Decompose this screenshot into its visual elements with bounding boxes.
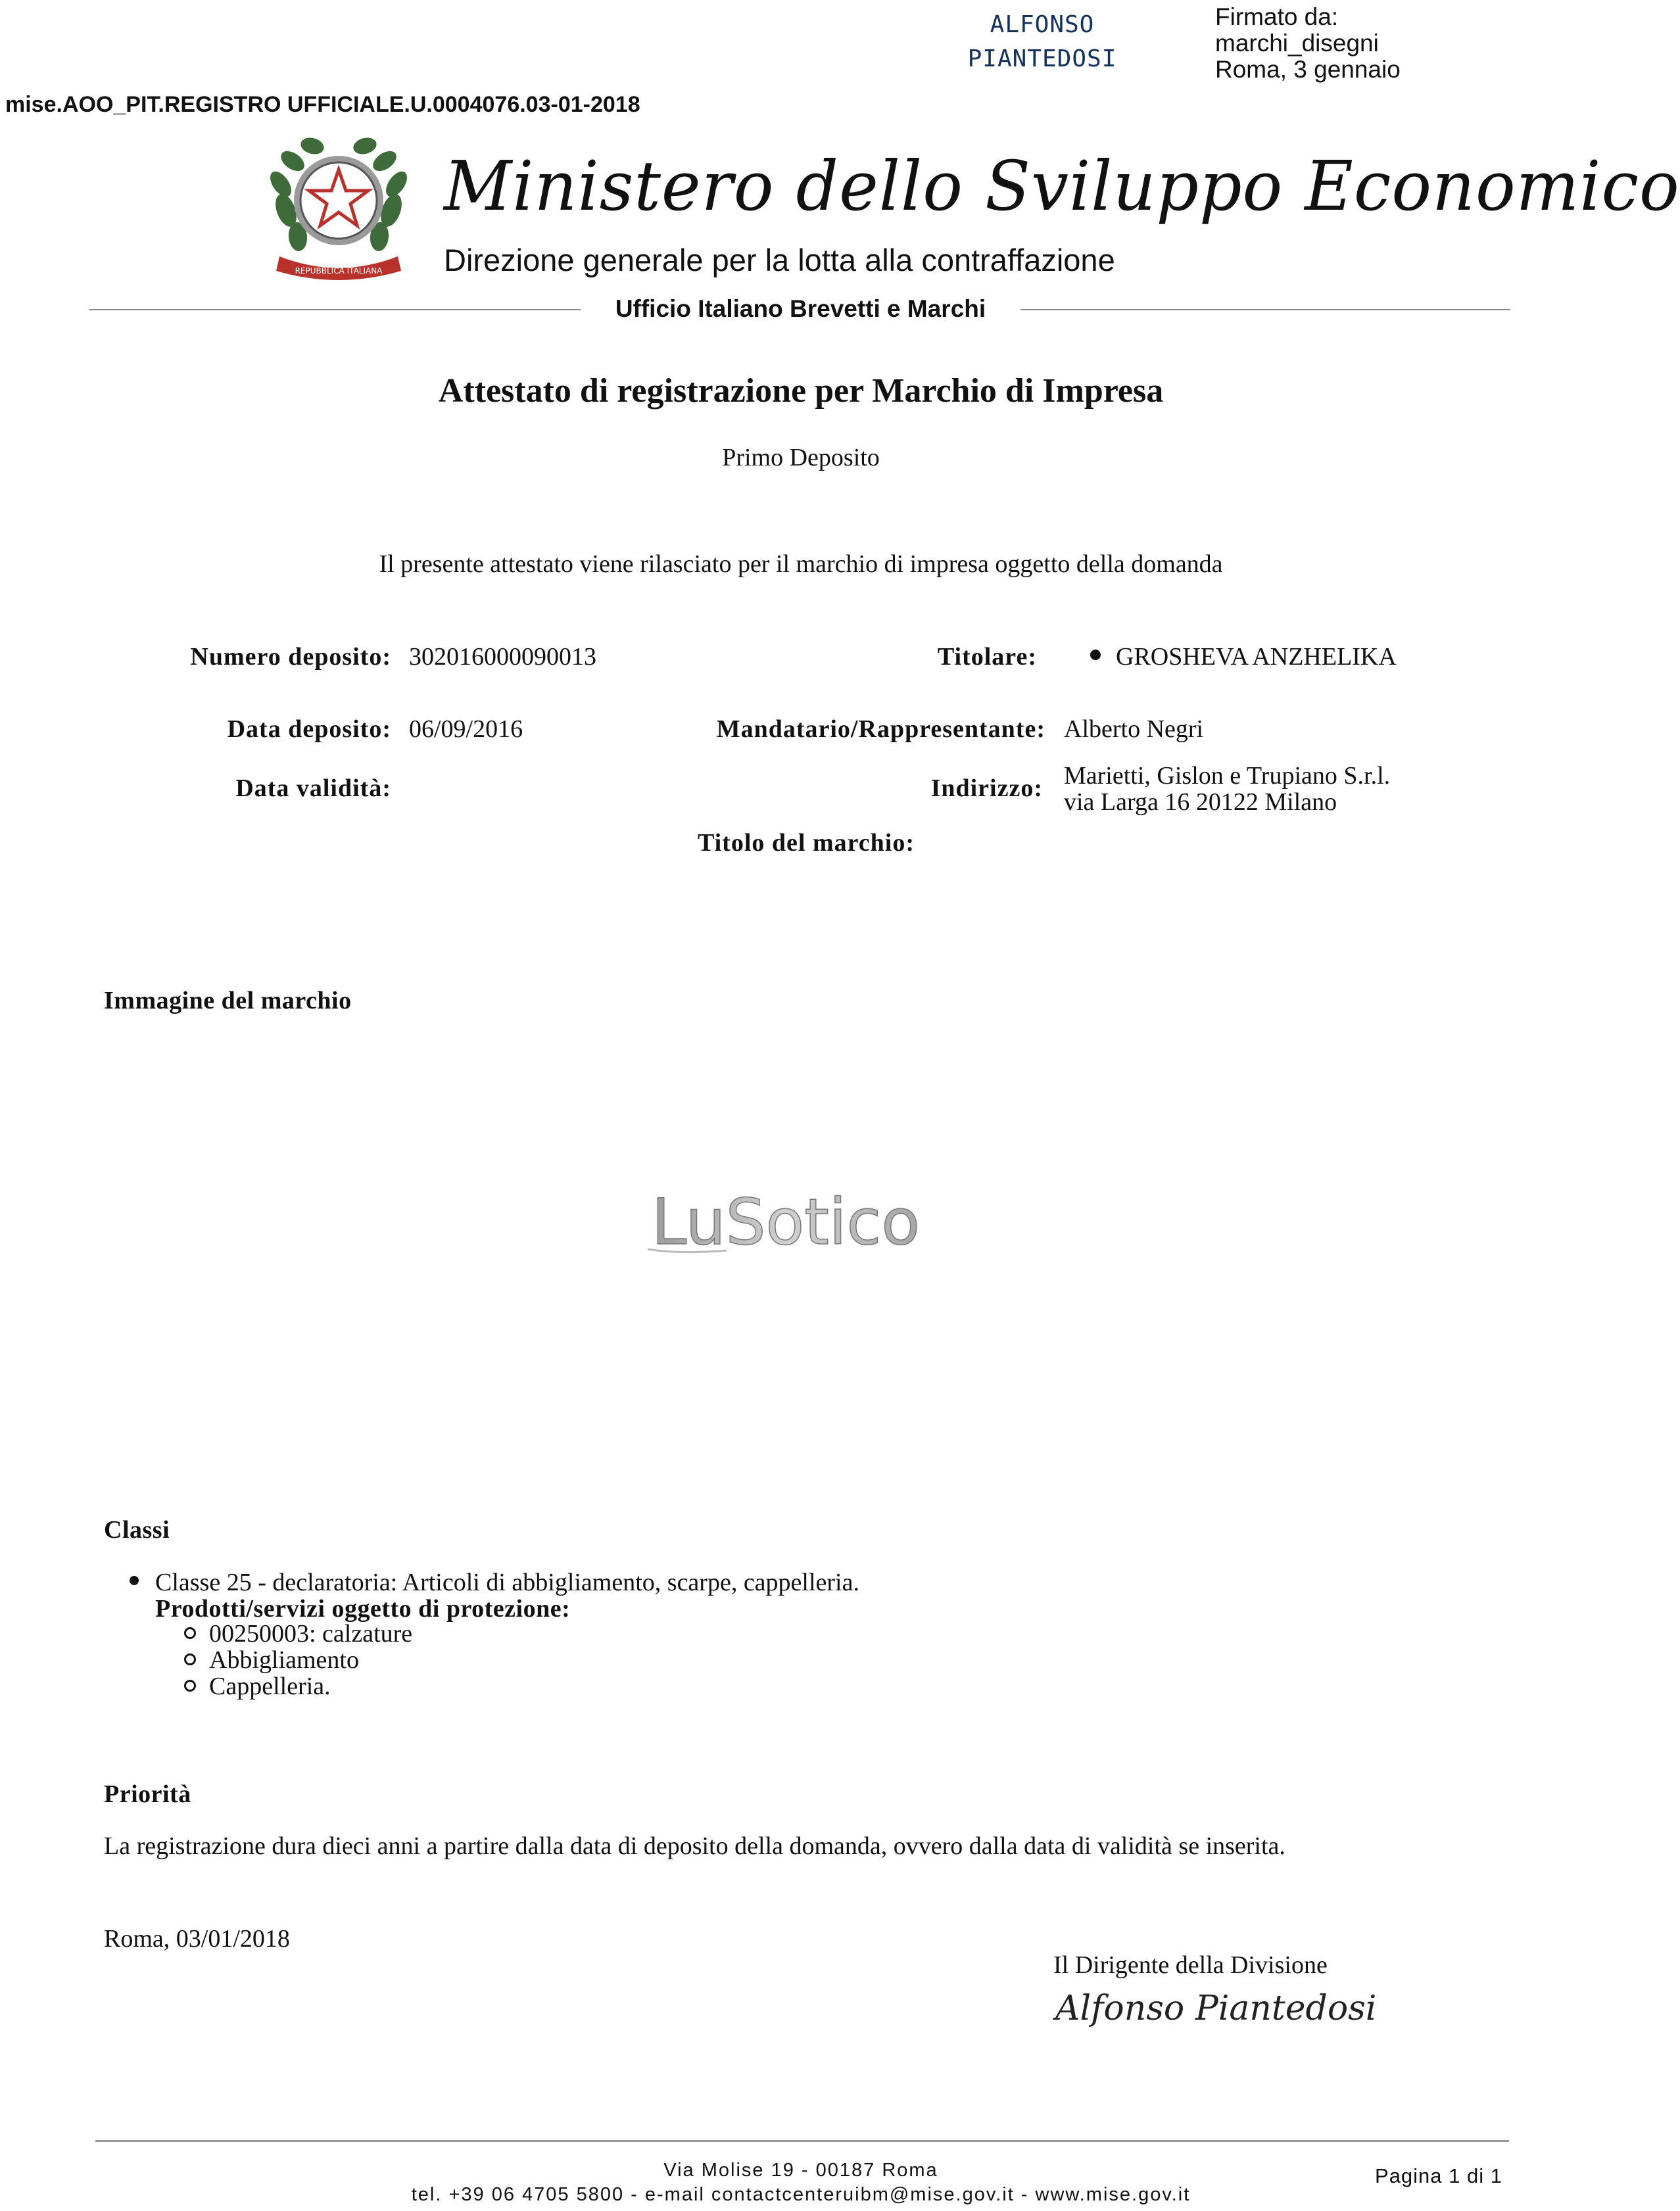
prodotti-label: Prodotti/servizi oggetto di protezione: [155, 1595, 571, 1623]
document-subtitle: Primo Deposito [722, 444, 880, 471]
signer-stamp-line: ALFONSO [990, 11, 1095, 38]
data-deposito-label: Data deposito: [227, 715, 391, 743]
data-validita-label: Data validità: [235, 774, 391, 802]
digital-signature-line: Roma, 3 gennaio [1215, 56, 1401, 83]
footer-address: Via Molise 19 - 00187 Roma [663, 2160, 938, 2181]
prodotto-item: Abbigliamento [209, 1646, 359, 1674]
trademark-image [641, 1170, 930, 1275]
circle-bullet-icon [184, 1627, 196, 1639]
handwritten-signature [1052, 1979, 1377, 2038]
intro-text: Il presente attestato viene rilasciato per il marchio di impresa oggetto della domanda [379, 550, 1223, 578]
mandatario-label: Mandatario/Rappresentante: [716, 715, 1045, 743]
data-deposito-value: 06/09/2016 [409, 715, 523, 743]
header-divider-right [1020, 309, 1510, 310]
trademark-text: LuSotico [651, 1185, 921, 1259]
circle-bullet-icon [184, 1680, 196, 1692]
protocol-number: mise.AOO_PIT.REGISTRO UFFICIALE.U.0004076.03-01-2018 [5, 92, 640, 117]
circle-bullet-icon [184, 1653, 196, 1665]
mandatario-value: Alberto Negri [1064, 715, 1204, 743]
priorita-text: La registrazione dura dieci anni a partire dalla data di deposito della domanda, ovvero dalla data di validità se inserita. [104, 1832, 1285, 1860]
signer-stamp [957, 8, 1128, 76]
ministry-name: Ministero dello Sviluppo Economico [444, 146, 1680, 226]
indirizzo-label: Indirizzo: [930, 774, 1043, 802]
office-name: Ufficio Italiano Brevetti e Marchi [615, 295, 986, 322]
classe-line: Classe 25 - declaratoria: Articoli di abbigliamento, scarpe, cappelleria. [155, 1569, 859, 1596]
numero-deposito-value: 302016000090013 [409, 643, 596, 671]
header-divider-left [89, 309, 581, 310]
bullet-icon [1090, 650, 1101, 660]
directorate-name: Direzione generale per la lotta alla contraffazione [444, 243, 1115, 277]
footer-divider [95, 2140, 1509, 2142]
titolo-marchio-label: Titolo del marchio: [697, 829, 915, 857]
digital-signature-box [1215, 4, 1491, 82]
italian-republic-emblem-icon [266, 131, 411, 283]
titolare-value: GROSHEVA ANZHELIKA [1116, 643, 1397, 671]
numero-deposito-label: Numero deposito: [190, 643, 391, 671]
titolare-label: Titolare: [937, 643, 1037, 671]
signer-title: Il Dirigente della Divisione [1053, 1951, 1328, 1979]
signature-text: Alfonso Piantedosi [1055, 1989, 1377, 2028]
immagine-heading: Immagine del marchio [104, 987, 352, 1014]
signer-stamp-line: PIANTEDOSI [967, 45, 1117, 72]
prodotto-item: Cappelleria. [209, 1673, 331, 1700]
digital-signature-line: marchi_disegni [1215, 30, 1379, 57]
classi-heading: Classi [104, 1516, 170, 1544]
page-number: Pagina 1 di 1 [1375, 2164, 1502, 2187]
digital-signature-line: Firmato da: [1215, 3, 1339, 30]
emblem-ribbon-text: REPUBBLICA ITALIANA [295, 266, 383, 275]
prodotto-item: 00250003: calzature [209, 1620, 413, 1648]
indirizzo-line: Marietti, Gislon e Trupiano S.r.l. [1064, 762, 1391, 790]
bullet-icon [130, 1576, 139, 1585]
document-title: Attestato di registrazione per Marchio di Impresa [438, 372, 1164, 410]
place-date: Roma, 03/01/2018 [104, 1925, 290, 1953]
indirizzo-line: via Larga 16 20122 Milano [1064, 788, 1337, 816]
footer-contacts: tel. +39 06 4705 5800 - e-mail contactcenteruibm@mise.gov.it - www.mise.gov.it [411, 2184, 1191, 2205]
priorita-heading: Priorità [104, 1780, 191, 1808]
